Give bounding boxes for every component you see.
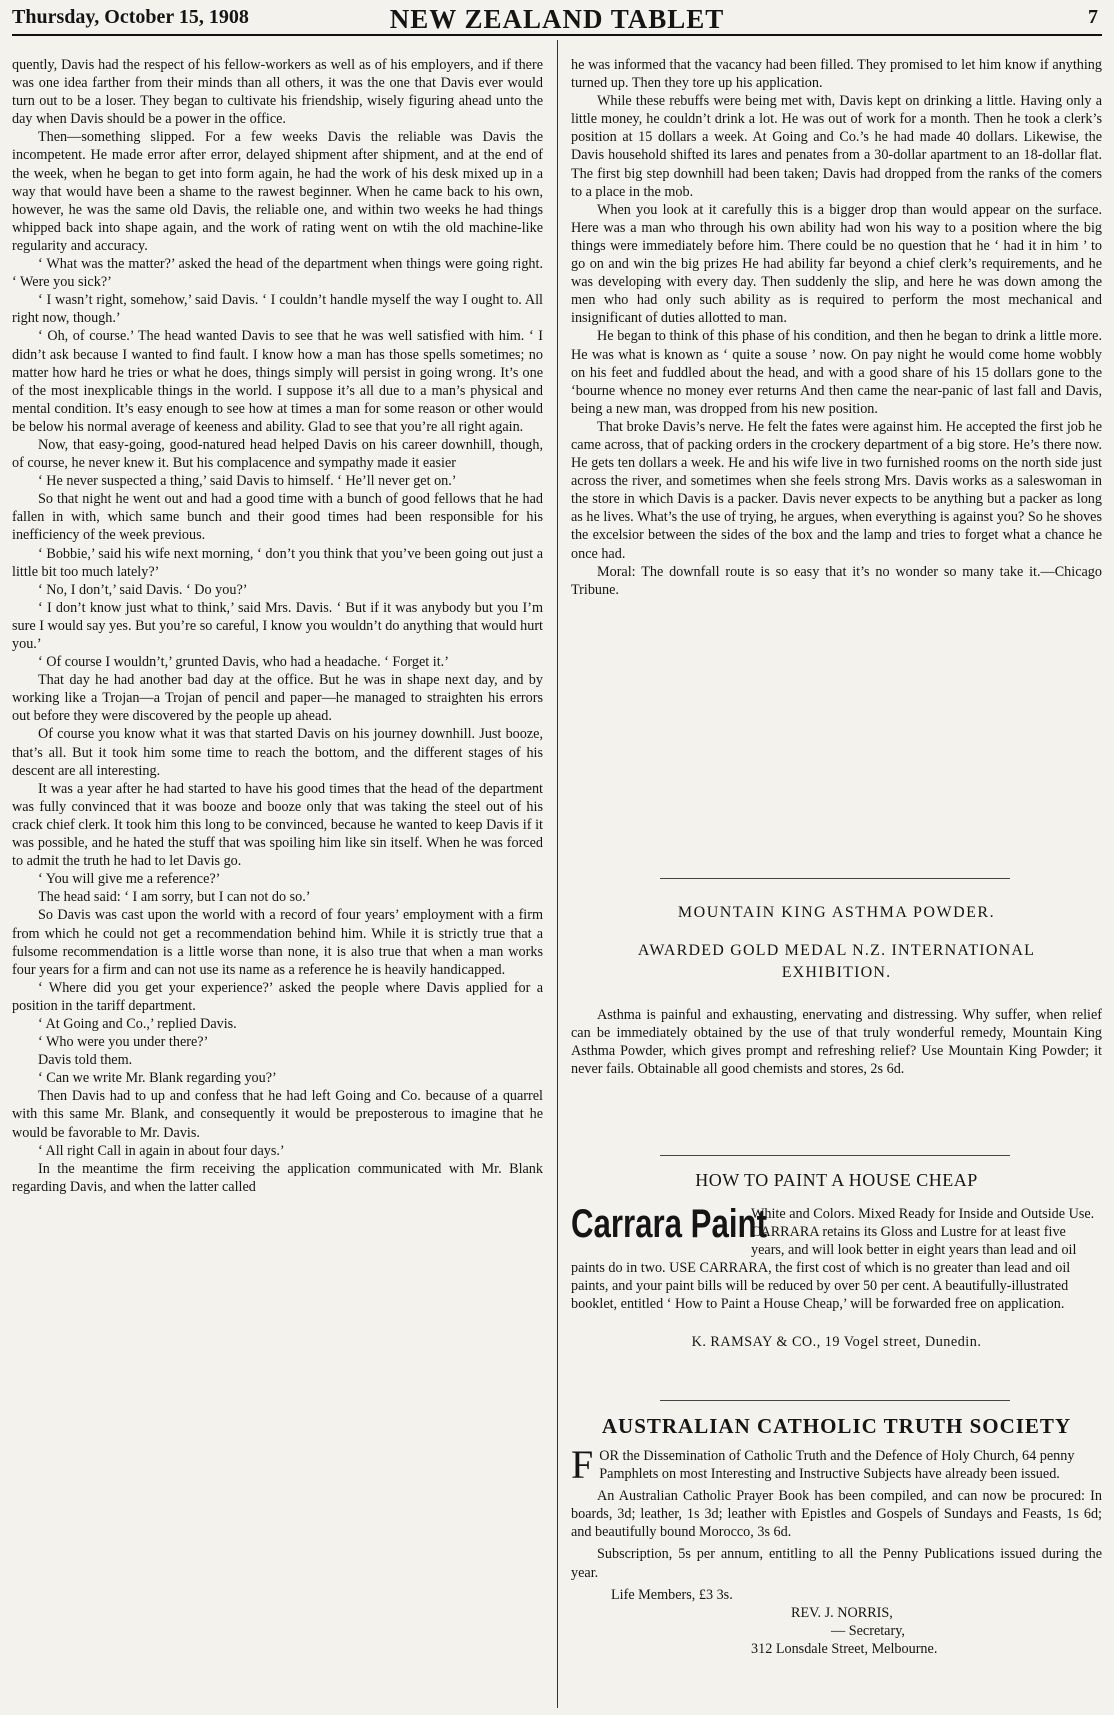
paragraph: ‘ Who were you under there?’ xyxy=(38,1034,209,1051)
paint-heading: HOW TO PAINT A HOUSE CHEAP xyxy=(695,1170,978,1190)
page-header xyxy=(12,4,1102,36)
society-address: 312 Lonsdale Street, Melbourne. xyxy=(751,1640,938,1657)
paragraph: Davis told them. xyxy=(38,1052,133,1069)
society-para-3: Subscription, 5s per annum, entitling to all the Penny Publications issued during the year. xyxy=(571,1546,1102,1581)
paragraph: In the meantime the firm receiving the application communicated with Mr. Blank regarding Davis, and when the latter called xyxy=(12,1160,543,1195)
paragraph: So Davis was cast upon the world with a record of four years’ employment with a firm from which he could not get a recommendation behind him. While it is strictly true that a fulsome recommendation is a little worse than none, it is also true that when a man works four years for a firm and can not use its name as a reference he is heavily handicapped. xyxy=(12,907,543,978)
society-dropcap: F xyxy=(571,1442,594,1487)
masthead: NEW ZEALAND TABLET xyxy=(389,4,725,34)
moral-paragraph: Moral: The downfall route is so easy that it’s no wonder so many take it.—Chicago Tribune. xyxy=(571,563,1102,598)
divider xyxy=(660,878,1010,879)
issue-date: Thursday, October 15, 1908 xyxy=(12,6,249,28)
column-rule xyxy=(557,40,558,1708)
divider xyxy=(660,1155,1010,1156)
paragraph: ‘ What was the matter?’ asked the head of the department when things were going right. ‘ Were you sick?’ xyxy=(12,256,543,291)
divider xyxy=(660,1400,1010,1401)
paint-brand: Carrara Paint xyxy=(571,1202,767,1246)
paint-address: K. RAMSAY & CO., 19 Vogel street, Dunedin. xyxy=(691,1333,982,1350)
asthma-title: MOUNTAIN KING ASTHMA POWDER. xyxy=(677,904,996,921)
paragraph: He began to think of this phase of his condition, and then he began to drink a little more. He was what is known as ‘ quite a souse ’ now. On pay night he would come home wobbly on his feet and fuddled about the head, and with a good share of his 15 dollars gone to the ‘bourne whence no money ever returns And then came the near-panic of last fall and Davis, being a new man, was dropped from his new position. xyxy=(571,328,1102,417)
paragraph: ‘ You will give me a reference?’ xyxy=(38,871,221,888)
paragraph: ‘ He never suspected a thing,’ said Davis to himself. ‘ He’ll never get on.’ xyxy=(38,473,457,490)
left-column xyxy=(12,56,543,1196)
paragraph: That day he had another bad day at the office. But he was in shape next day, and by working like a Trojan—a Trojan of pencil and paper—he managed to straighten his errors out before they were discovered by the people up ahead. xyxy=(12,672,543,725)
paragraph: ‘ Of course I wouldn’t,’ grunted Davis, who had a headache. ‘ Forget it.’ xyxy=(38,654,449,671)
paragraph: ‘ At Going and Co.,’ replied Davis. xyxy=(38,1015,237,1032)
paragraph: ‘ All right Call in again in about four days.’ xyxy=(38,1142,285,1159)
paint-body: White and Colors. Mixed Ready for Inside and Outside Use. CARRARA retains its Gloss and Lustre for at least five years, and will look better in eight years than lead and oil paints do in two. USE CARRARA, the first cost of which is no greater than lead and oil paints, and your paint bills will be reduced by over 50 per cent. A beautifully-illustrated booklet, entitled ‘ How to Paint a House Cheap,’ will be forwarded free on application. xyxy=(571,1206,1095,1313)
society-para-2: An Australian Catholic Prayer Book has been compiled, and can now be procured: In boards, 3d; leather, 1s 3d; leather with Epistles and Gospels of Sundays and Feasts, 1s 6d; and beautifully bound Morocco, 3s 6d. xyxy=(571,1488,1102,1541)
paragraph: ‘ Oh, of course.’ The head wanted Davis to see that he was well satisfied with him. ‘ I didn’t ask because I wanted to find fault. I know how a man has those spells sometimes; no matter how hard he tries or what he does, things simply will persist in going wrong. It’s one of the most inexplicable things in the world. I suppose it’s all due to a man’s physical and mental condition. It’s easy enough to see how at times a man for some reason or other would be below his normal average of keeness and ability. Glad to see that you’re all right again. xyxy=(12,328,543,435)
paragraph: ‘ Where did you get your experience?’ asked the people where Davis applied for a position in the tariff department. xyxy=(12,979,543,1014)
paragraph: ‘ I wasn’t right, somehow,’ said Davis. ‘ I couldn’t handle myself the way I ought to. All right now, though.’ xyxy=(12,292,543,327)
paragraph: That broke Davis’s nerve. He felt the fates were against him. He accepted the first job he came across, that of packing orders in the crockery department of a big store. He’s there now. He gets ten dollars a week. He and his wife live in two furnished rooms on the north side just across the river, and sometimes when she feels strong Mrs. Davis works as a saleswoman in the store in which Davis is a packer. Davis never expects to be anything but a packer as long as he lives. What’s the use of trying, he argues, when everything is against you? So he shoves the excelsior between the sides of the box and the lamp and tries to forget what a chance he once had. xyxy=(571,418,1102,562)
right-column xyxy=(571,56,1102,599)
society-role: — Secretary, xyxy=(831,1622,905,1639)
paragraph: Now, that easy-going, good-natured head helped Davis on his career downhill, though, of course, he never knew it. But his complacence and sympathy made it easier xyxy=(12,436,543,472)
asthma-award-2: EXHIBITION. xyxy=(781,964,892,981)
society-advert xyxy=(571,1414,1102,1658)
paragraph: Then Davis had to up and confess that he had left Going and Co. because of a quarrel with this same Mr. Blank, and consequently it would be preposterous to imagine that he would be favorable to Mr. Davis. xyxy=(12,1088,543,1141)
paragraph: ‘ I don’t know just what to think,’ said Mrs. Davis. ‘ But if it was anybody but you I’m sure I would say yes. But you’re so careful, I know you wouldn’t do anything that would hurt you.’ xyxy=(12,599,543,652)
society-para-1-wrap xyxy=(571,1442,1102,1487)
paragraph: It was a year after he had started to have his good times that the head of the department was fully convinced that it was booze and booze only that was taking the steel out of his crack chief clerk. It took him this long to be convinced, because he wanted to keep Davis if it was possible, and he hated the stuff that was spoiling him like sin itself. When he was forced to admit the truth he had to let Davis go. xyxy=(12,780,543,870)
paragraph: Of course you know what it was that started Davis on his journey downhill. Just booze, that’s all. But it took him some time to reach the bottom, and the different stages of his descent are all interesting. xyxy=(12,726,543,779)
asthma-advert xyxy=(571,904,1102,1078)
paragraph: Then—something slipped. For a few weeks Davis the reliable was Davis the incompetent. He made error after error, delayed shipment after shipment, and at the end of the week, when he began to get into form again, he had the work of his desk mixed up in a way that would have been a shame to the rawest beginner. When he came back to his own, however, he was the same old Davis, the reliable one, and within two weeks he had things whipped back into shape again, and the work of rating went on wtih the old machine-like regularity and accuracy. xyxy=(12,129,543,254)
paragraph: While these rebuffs were being met with, Davis kept on drinking a little. Having only a little money, he couldn’t drink a lot. He was out of work for a month. Then he took a clerk’s position at 15 dollars a week. At Going and Co.’s he had made 40 dollars. Likewise, the Davis household shifted its lares and penates from a 30-dollar apartment to an 18-dollar flat. The first big step downhill had been taken; Davis had dropped from the ranks of the comers to a place in the mob. xyxy=(571,93,1102,200)
society-heading: AUSTRALIAN CATHOLIC TRUTH SOCIETY xyxy=(601,1414,1072,1438)
paragraph: quently, Davis had the respect of his fellow-workers as well as of his employers, and if there was one idea farther from their minds than all others, it was the one that Davis ever would turn out to be a loser. They began to cultivate his friendship, wisely figuring ahead unto the day when Davis should be a power in the office. xyxy=(12,57,543,128)
paragraph: ‘ Can we write Mr. Blank regarding you?’ xyxy=(38,1070,277,1087)
paint-body-wrap xyxy=(571,1202,1102,1314)
page-number: 7 xyxy=(1088,6,1098,28)
paragraph: ‘ No, I don’t,’ said Davis. ‘ Do you?’ xyxy=(38,581,248,598)
paragraph: ‘ Bobbie,’ said his wife next morning, ‘ don’t you think that you’ve been going out just a little bit too much lately?’ xyxy=(12,545,543,580)
society-signer: REV. J. NORRIS, xyxy=(791,1604,893,1621)
paint-advert xyxy=(571,1170,1102,1351)
paragraph: When you look at it carefully this is a bigger drop than would appear on the surface. Here was a man who through his own ability had won his way to a position where the big things were immediately before him. There could be no question that he ‘ had it in him ’ to go on and win the big prizes He had ability far beyond a chief clerk’s requirements, and he was developing with every day. Then suddenly the slip, and here he was down among the men who had only such ability as is required to perform the most mechanical and insignificant of duties allotted to man. xyxy=(571,201,1102,327)
paragraph: he was informed that the vacancy had been filled. They promised to let him know if anything turned up. Then they tore up his application. xyxy=(571,57,1102,92)
society-para-1: OR the Dissemination of Catholic Truth and the Defence of Holy Church, 64 penny Pamphlets on most Interesting and Instructive Subjects have already been issued. xyxy=(599,1448,1075,1483)
paragraph: The head said: ‘ I am sorry, but I can not do so.’ xyxy=(38,889,311,906)
asthma-award: AWARDED GOLD MEDAL N.Z. INTERNATIONAL xyxy=(637,942,1036,959)
paragraph: So that night he went out and had a good time with a bunch of good fellows that he had fallen in with, which same bunch and their good times had been responsible for his inefficiency of the week previous. xyxy=(12,491,543,544)
society-life-members: Life Members, £3 3s. xyxy=(611,1586,733,1603)
asthma-body: Asthma is painful and exhausting, enervating and distressing. Why suffer, when relief can be immediately obtained by the use of that truly wonderful remedy, Mountain King Asthma Powder, which gives prompt and refreshing relief? Use Mountain King Powder; it never fails. Obtainable all good chemists and stores, 2s 6d. xyxy=(571,1007,1102,1078)
